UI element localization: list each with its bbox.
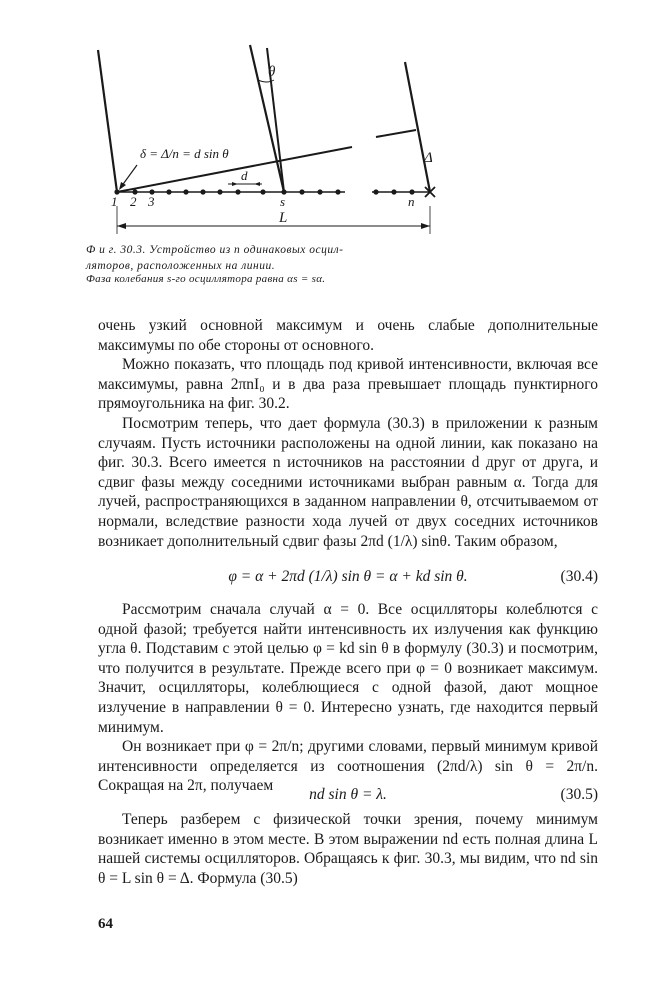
label-index-n: n — [408, 194, 415, 209]
equation-expression: φ = α + 2πd (1/λ) sin θ = α + kd sin θ. — [228, 568, 468, 585]
wavefront-line-right — [405, 62, 430, 192]
length-arrow-left — [117, 223, 126, 229]
label-big-delta: Δ — [424, 150, 433, 166]
figure-caption-line-2: ляторов, расположенных на линии. — [86, 260, 276, 272]
paragraph: Рассмотрим сначала случай α = 0. Все осцилляторы колеблются с одной фазой; требуется найти интенсивность их излучения как функцию угла θ. Подставим с этой целью φ = kd sin θ в формулу (30.3) и посмотрим, что получится в результате. Прежде всего при φ = 0 возникает максимум. Значит, осцилляторы, колеблющиеся с одной фазой, дают мощное излучение в направлении θ = 0. Интересно узнать, где находится первый минимум. — [98, 601, 598, 736]
text-block-1 — [98, 316, 598, 551]
text-block-3 — [98, 810, 598, 888]
equation-30-4 — [98, 566, 598, 588]
label-index-s: s — [280, 194, 286, 209]
oscillator-dot — [200, 189, 205, 194]
oscillator-dot — [260, 189, 265, 194]
oscillator-dot — [235, 189, 240, 194]
oscillator-dot — [391, 189, 396, 194]
paragraph: Он возникает при φ = 2π/n; другими словами, первый минимум кривой интенсивности определяется из соотношения (2πd/λ) sin θ = 2π/n. Сокращая на 2π, получаем — [98, 738, 598, 795]
equation-30-5 — [98, 784, 598, 806]
label-delta-eq: δ = Δ/n = d sin θ — [140, 146, 229, 161]
text-block-2 — [98, 600, 598, 796]
figure-caption-line-1: Ф и г. 30.3. Устройство из n одинаковых осцил- — [86, 244, 344, 256]
oscillator-dot — [299, 189, 304, 194]
equation-expression: nd sin θ = λ. — [309, 786, 387, 803]
length-arrow-right — [421, 223, 430, 229]
figure-caption-note: Фаза колебания s-го осциллятора равна αs = sα. — [86, 273, 326, 285]
delta-arrowhead — [119, 182, 126, 190]
oscillator-dot — [335, 189, 340, 194]
equation-number: (30.5) — [560, 786, 598, 803]
label-length: L — [279, 210, 288, 226]
page-number: 64 — [98, 916, 113, 932]
paragraph: Можно показать, что площадь под кривой интенсивности, включая все максимумы, равна 2πnI₀ и в два раза превышает площадь пунктирного прямоугольника на фиг. 30.2. — [98, 356, 598, 413]
oscillator-dot — [317, 189, 322, 194]
d-arrowhead-left — [232, 182, 238, 186]
wavefront-line-left-1 — [98, 50, 117, 192]
label-index-3: 3 — [148, 194, 155, 209]
figure-30-3 — [0, 0, 654, 240]
equation-number: (30.4) — [560, 568, 598, 585]
oscillator-dot — [217, 189, 222, 194]
paragraph: Теперь разберем с физической точки зрения, почему минимум возникает именно в этом месте. В этом выражении nd есть полная длина L нашей системы осцилляторов. Обращаясь к фиг. 30.3, мы видим, что nd sin θ = L sin θ = Δ. Формула (30.5) — [98, 811, 598, 887]
label-index-2: 2 — [130, 194, 137, 209]
wavefront-line-left-2 — [250, 45, 284, 192]
big-delta-segment — [376, 130, 416, 137]
paragraph: Посмотрим теперь, что дает формула (30.3) в приложении к разным случаям. Пусть источники расположены на одной линии, как показано на фиг. 30.3. Всего имеется n источников на расстоянии d друг от друга, и сдвиг фазы между соседними источниками выбран равным α. Тогда для лучей, распространяющихся в заданном направлении θ, отсчитываемом от нормали, вследствие разности хода лучей от двух соседних источников возникает дополнительный сдвиг фазы 2πd (1/λ) sinθ. Таким образом, — [98, 414, 598, 550]
oscillator-dot — [166, 189, 171, 194]
paragraph: очень узкий основной максимум и очень слабые дополнительные максимумы по обе стороны от основного. — [98, 317, 598, 354]
label-d: d — [241, 168, 248, 183]
oscillator-dot — [183, 189, 188, 194]
label-theta: θ — [268, 64, 276, 80]
oscillator-dot — [373, 189, 378, 194]
d-arrowhead-right — [254, 182, 260, 186]
label-index-1: 1 — [111, 194, 118, 209]
